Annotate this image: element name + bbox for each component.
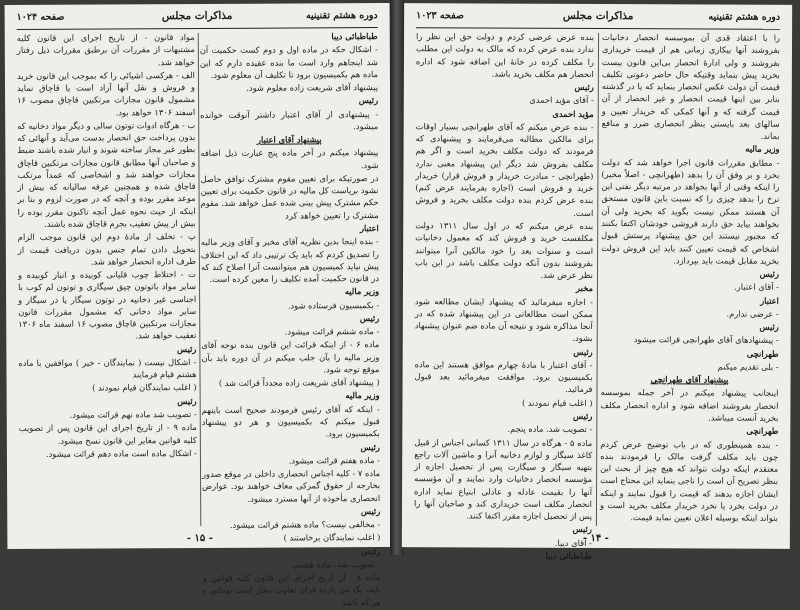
left-header-page-number: صفحه ۱۰۲۴	[16, 11, 65, 23]
speaker-name: رئیس	[176, 343, 197, 354]
speaker-name: رئیس	[573, 346, 593, 357]
speaker-name: مؤید احمدی	[552, 108, 594, 119]
speaker-name: طباطبائی دیبا	[331, 31, 378, 42]
speaker-name: طهرانچی	[746, 348, 779, 359]
right-page-header	[416, 5, 780, 30]
text-paragraph: ماده ۷ - کلیه اجناس انحصاری داخلی در موقع صدور بخارجه از حقوق گمرکی معاف خواهند بود. عوارض انحصاری مأخوذه از آنها مسترد میشود.	[202, 468, 381, 504]
text-paragraph: - پیشنهادی از آقای اعتبار داشتر آنوقت خوانده میشود.	[200, 108, 379, 132]
speaker-name: اعتبار	[760, 295, 779, 306]
speaker-name: طباطبائی دیبا	[545, 550, 592, 561]
right-page-column-right	[600, 31, 780, 527]
text-paragraph: ( اغلب قیام نمودند )	[521, 397, 593, 408]
text-paragraph: - عرضی ندارم.	[726, 308, 779, 319]
text-paragraph: - آقای دیبا.	[554, 537, 592, 548]
right-header-session: دوره هشتم تقنینیه	[708, 11, 781, 23]
text-paragraph: - تصویب شد ماده نهم قرائت میشود.	[69, 408, 197, 420]
text-paragraph: - ماده ششم قرائت میشود.	[284, 326, 380, 337]
text-paragraph: ( پیشنهاد آقای شریعت زاده مجدداً قرائت شد )	[218, 377, 380, 389]
text-paragraph: - اشکال ماده است ماده دهم قرائت میشود.	[45, 447, 197, 459]
text-paragraph: ب - هرگاه ادوات توتون سالی و دیگر مواد دخانیه که بدون پرداخت حق انحصار بدست می‌آید و آنهائی که بطور غیر مجاز ساخته شوند و انبار شده باشند ضبط و صاحبان آنها مطابق قانون مجازات مرتکبین قاچاق مجازات خواهند شد و اشخاصی که عمداً مرتکب قاچاق شده و همچنین عرفه سالیانه که بیش از موعد مقرر بوده و آنچه که در صورت لزوم و بنا بر اینکه از حیث نحوه عمل آنچه تاکنون مقرر بوده را بیش از پیش تعقیب بجرم قاچاق شده باشند.	[17, 119, 196, 229]
text-paragraph: - آقای مؤید احمدی	[529, 95, 594, 106]
speaker-name: اعتبار	[359, 223, 379, 234]
speaker-name: رئیس	[177, 395, 197, 406]
text-paragraph: - تصویب شد. ماده هشتم.	[291, 558, 381, 570]
speaker-name: رئیس	[360, 505, 381, 516]
left-page-header	[17, 5, 378, 30]
speaker-name: طهرانچی	[746, 425, 779, 437]
text-paragraph: - اشکال حکه در ماده اول و دوم کست حکمیت آن شد اینجاهم وارد است ما بنده عقیده دارم که این ماده هم بکمیسیون برود تا تکلیف آن معلوم شود.	[199, 44, 378, 80]
text-paragraph: - بکمیسیون فرستاده شود.	[287, 299, 380, 311]
left-page-folio: - ۱۵ -	[186, 532, 213, 545]
text-paragraph: ماده ۵ - هرگاه در سال ۱۳۱۱ کسانی اجناس از قبیل کاغذ سیگار و لوازم دخانیه آنرا و ماشین آلات راجع بتهیه سیگار و سیگارت پس از تحصیل اجازه از مؤسسه انحصار دخانیات وارد نمایند و آن مؤسسه آنها را بقیمت عادله و عادلی ابتیاع نماید اداره انحصار مکلف است خریداری کند و صاحبان آنها را پس از تحصیل اجازه مقرر اکتفا کنند.	[413, 436, 593, 522]
text-paragraph: الف - هرکسی اشیائی را که بموجب این قانون خرید و فروش و نقل آنها آزاد است یا قاچاق نماید مشمول قانون مجازات مرتکبین قاچاق مصوب ۱۶ اسفند ۱۳۰۶ خواهد بود.	[16, 69, 196, 118]
speaker-name: رئیس	[574, 81, 594, 93]
text-paragraph: - آقای اعتبار با مادهٔ چهارم موافق هستند این ماده بکمیسیون برود. موافقت میفرمائید بعد قبول فرمائید.	[414, 359, 593, 395]
speaker-name: وزیر مالیه	[345, 390, 380, 401]
text-paragraph: اینجانب پیشنهاد میکنم در آخر جمله بموسسه انحصار بفروشند اضافه شود و اداره انحصار مکلف بخرید آنست میباشد.	[600, 387, 779, 423]
text-paragraph: - اجازه میفرمائید که پیشنهاد ایشان مطالعه شود ممکن است مطالعاتی در این پیشنهاد شده که در آنجا مذاکره شود و نتیجه آن ماده ضم عنوان پیشنهاد بشود.	[414, 295, 593, 344]
section-heading: پیشنهاد آقای طهرانچی	[650, 374, 729, 385]
left-header-title: مذاکرات مجلس	[161, 9, 233, 23]
column-divider	[596, 33, 599, 526]
text-paragraph: - بنده همینطوری که در باب توضیح عرض کردم چون باید مکلف گرفت مالک را فرمودند بنده معتقدم اینکه دولت نتواند که هیچ چیز از بحث این بنظر تصریح آن است را ناجی بنماید این محتاج است ایشان اجازه بدهند که قیمت را قبول نمایند و اینکه در دولت بخرد یا نخرد خریدار مکلف بخرید است و بتواند اینکه بوسیله اعلان تعیین نماید قیمت.	[599, 438, 779, 523]
text-paragraph: پ - تخلف از مادهٔ دوم این قانون موجب الزام بتحویل دادن تمام جنس بدون دریافت قیمت از طرف اداره انحصار خواهد شد.	[17, 231, 196, 267]
text-paragraph: بنده عرض عرضی کردم و دولت حق این نظر را ندارد بنده عرض کرده که مالک به دولت این مطلب را مکلف کرده در خانهٔ این اضافه شود که اداره انحصار هم مکلف بخرید باشد.	[415, 31, 595, 79]
text-paragraph: - پیشنهادهای آقای طهرانچی قرائت میشود	[633, 334, 779, 346]
text-paragraph: - مخالفی نیست؟ ماده هشتم قرائت میشود.	[229, 519, 381, 530]
right-header-page-number: صفحه ۱۰۲۳	[416, 10, 464, 22]
text-paragraph: - تصویب شد. ماده پنجم.	[507, 423, 593, 435]
right-header-title: مذاکرات مجلس	[562, 9, 634, 23]
speaker-name: وزیر مالیه	[344, 286, 380, 297]
text-paragraph: - ماده هفتم قرائت میشود.	[288, 454, 380, 466]
text-paragraph: ماده ۸ - از تاریخ اجرای این قانون کلیه قوانین و بایت یک من یازده قران تفاوت مجاز است تومانی و هر که باشد	[202, 572, 381, 607]
text-paragraph: ( اغلب نمایندگان قیام نمودند )	[92, 382, 197, 393]
speaker-name: رئیس	[360, 441, 380, 452]
text-paragraph: - مطابق مقررات قانون اجرا خواهد شد که دولت بخرد و بر وفق آن را بدهد (طهرانچی - اصلاً مخیر) را اینکه وقتی از آنها بخواهد در مرتبه دیگر نفتی این نرخ را بدهد چیزی را که نسبت باین قانون مستحق آن هستند ممکن نیست بگوید که بخرید ولی آن بخواهند بیاید حق دارند فروشی خودشان اکتفا بکنند که مجبور نیستند این حق پیشنهاد پرستش قبول اشخاص که قیمت تعیین کنند باید این فروش دولت بخرید مقابل قیمت باید بپردازد.	[601, 156, 780, 266]
text-paragraph: - اشکال نیست ( نمایندگان - خیر ) موافقین با ماده هشتم قیام فرمایند	[18, 356, 197, 380]
left-page-column-left	[17, 31, 198, 527]
speaker-name: وزیر مالیه	[745, 144, 780, 155]
text-paragraph: پیشنهاد آقای شریعت زاده معلوم شود.	[246, 82, 379, 93]
text-paragraph: - بنده عرض میکنم که آقای طهرانچی بسیار اوقات برای مالکین مطالبه می‌فرمایند و پیشنهادی که فرمودند که دولت مکلف بخرید است و اگر هم مکلف بفروش شد دیگر این پیشنهاد معنی ندارد (طهرانچی - مبادرت خریدار و فروش قرار) خریدار خرید و فروش است (اجازه بفرمایند عرض کنم) بنده عرض کردم بنده دولت مکلف بخرید و فروش است.	[415, 121, 594, 218]
text-paragraph: ماده ۶ - از اینکه قرائت این قانون بنده توجه آقای وزیر مالیه را بآن جلب میکنم در آن دوره باید بآن موقع توجه شود.	[201, 339, 380, 375]
speaker-name: رئیس	[759, 321, 779, 332]
text-paragraph: - اینکه که آقای رئیس فرمودند صحیح است باینهم قبول میکنم که بکمیسیون و هر دو پیشنهاد بکمیسیون برود.	[201, 403, 380, 439]
text-paragraph: در صورتیکه برای تعیین مقوم مشترک توافق حاصل نشود بریاست کل مالیه در قانون حکمیت برای تعیین حکم مشترک پیش بینی شده عمل خواهد شد. مقوم مشترک را تعیین خواهد کرد	[200, 172, 379, 221]
text-paragraph: بنده عرض میکنم که در اول سال ۱۳۱۱ دولت مکلفست خرید و فروش کند که معمول دخانیات است و سنوات بعد را خود مالکین آنرا میتوانند بفروشند بدون آنکه دولت مکلف باشد در این باب نظر عرض شد.	[415, 220, 594, 281]
right-page-folio: - ۱۴ -	[582, 532, 609, 545]
text-paragraph: ( اغلب نمایندگان برخاستند )	[283, 532, 381, 543]
section-heading: پیشنهاد آقای اعتبار	[256, 134, 322, 145]
speaker-name: رئیس	[572, 524, 592, 535]
text-paragraph: ت - اختلاط چوب قلیانی کوبیده و انبار کوبیده و سایر مواد باتوتون چپق سیگاری و توتون لم کوب با اجناسی غیر دخانیه در توتون سیگار یا در سیگار و سایر مواد دخانی که مشمول مقررات قانون مجازات مرتکبین قاچاق مصوب ۱۶ اسفند ماه ۱۳۰۶ تعقیب خواهد شد.	[17, 269, 197, 341]
text-paragraph: مواد قانون - از تاریخ اجرای این قانون کلیه مشتبهات از مقررات آن برطبق مقررات ذیل رفتار خواهد شد.	[16, 32, 195, 67]
speaker-name: رئیس	[361, 545, 381, 556]
text-paragraph: - بنده اینجا بدین نظریه آقای مخبر و آقای وزیر مالیه را تصدیق کردم که باید یک ترتیبی داد که این اختلاف پیش نیاید کمیسیون هم میتوانست آنرا اصلاح کند که در قانون حکمیت آمده تکلیف را معین کرده است.	[200, 236, 380, 284]
speaker-name: رئیس	[358, 95, 379, 106]
right-page	[402, 3, 792, 561]
right-page-column-left	[413, 30, 595, 561]
text-paragraph: را با اعتقاد قدی آن بموسسه انحصار دخانیات بفروشند آنها بیکاری زمانی هم از قیمت خریداری بفروشند و ولی ادارهٔ انحصار بی‌این قانون بیست بخرید پیش بنماید وقتیکه حال حاضر دعوتی تکلیف قیمت آن دولت عکس انحصار بنماید که یا در گذشته بنابر بین اینها قیمت انحصار و غیر انحصار از آن قیمت گرفته که و آنها کمکی که خریدار تعیین و سالهای بعد بایستی بنظر انحصاری ضرر و منافع بماند.	[601, 32, 781, 141]
left-header-session: دوره هشتم تقنینیه	[305, 10, 378, 22]
speaker-name: رئیس	[359, 312, 380, 323]
text-paragraph: - بلی تقدیم میکنم	[717, 361, 779, 372]
left-page	[5, 3, 393, 607]
text-paragraph: ماده ۹ - از تاریخ اجرای این قانون پس از تصویب کلیه قوانین مغایر این قانون نسخ میشود.	[18, 422, 197, 446]
speaker-name: مخبر	[576, 283, 593, 294]
text-paragraph: پیشنهاد میکنم در آخر ماده پنج عبارت ذیل اضافه شود.	[200, 147, 379, 170]
speaker-name: رئیس	[759, 268, 780, 279]
speaker-name: رئیس	[572, 410, 593, 421]
text-paragraph: - آقای اعتبار.	[734, 281, 779, 293]
